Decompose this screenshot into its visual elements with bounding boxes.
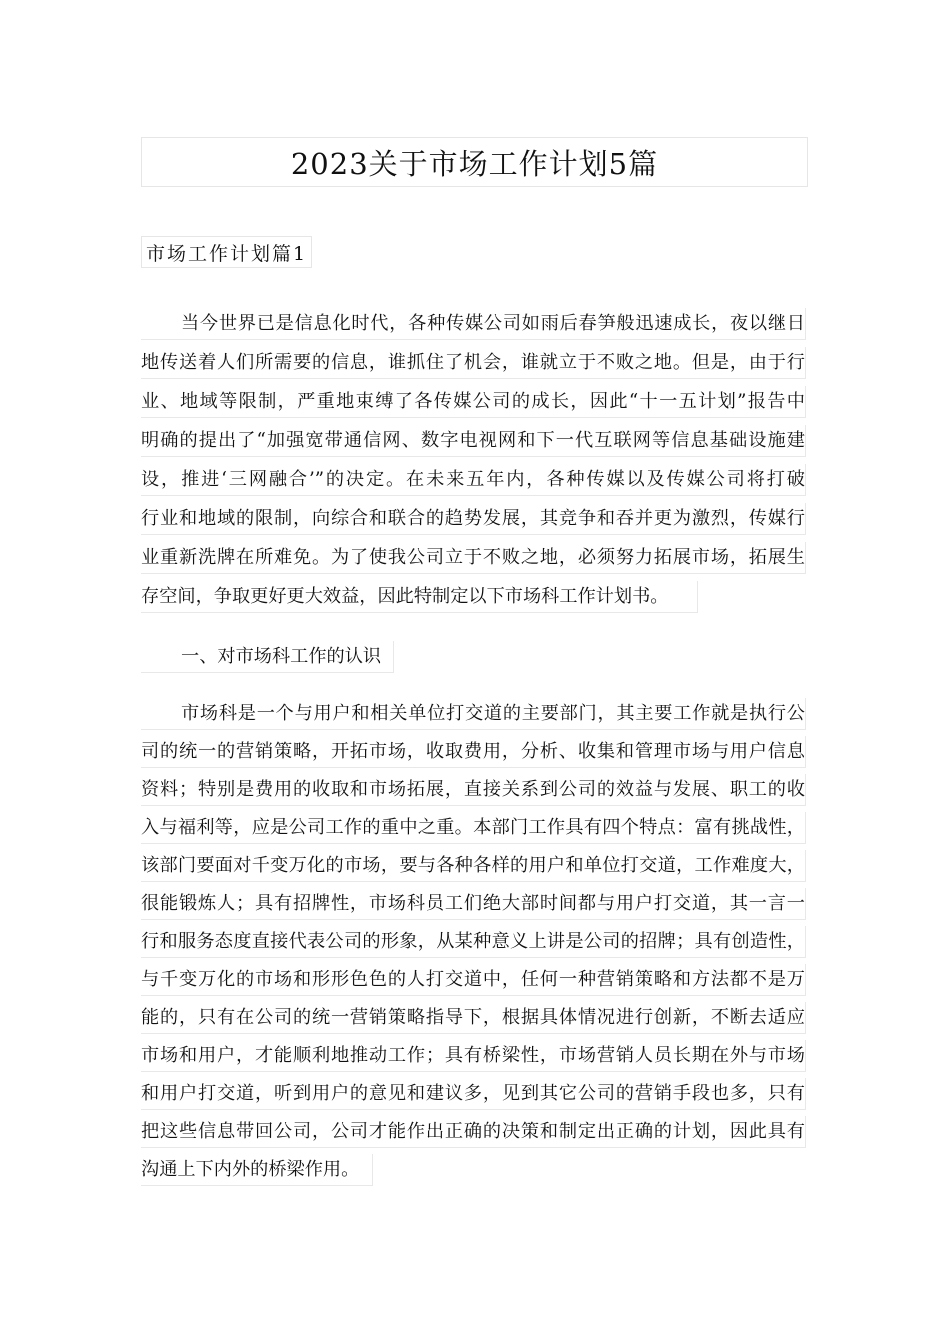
- paragraph-line: 市场科是一个与用户和相关单位打交道的主要部门，其主要工作就是执行公: [141, 698, 806, 730]
- paragraph-line: 入与福利等，应是公司工作的重中之重。本部门工作具有四个特点：富有挑战性，: [141, 812, 806, 844]
- paragraph-line: 和用户打交道，听到用户的意见和建议多，见到其它公司的营销手段也多，只有: [141, 1078, 806, 1110]
- paragraph-line: 当今世界已是信息化时代，各种传媒公司如雨后春笋般迅速成长，夜以继日: [141, 308, 806, 340]
- paragraph-line: 与千变万化的市场和形形色色的人打交道中，任何一种营销策略和方法都不是万: [141, 964, 806, 996]
- paragraph-line: 司的统一的营销策略，开拓市场，收取费用，分析、收集和管理市场与用户信息: [141, 736, 806, 768]
- paragraph-line: 把这些信息带回公司，公司才能作出正确的决策和制定出正确的计划，因此具有: [141, 1116, 806, 1148]
- paragraph-line: 资料；特别是费用的收取和市场拓展，直接关系到公司的效益与发展、职工的收: [141, 774, 806, 806]
- paragraph-line: 很能锻炼人；具有招牌性，市场科员工们绝大部时间都与用户打交道，其一言一: [141, 888, 806, 920]
- paragraph-line: 能的，只有在公司的统一营销策略指导下，根据具体情况进行创新，不断去适应: [141, 1002, 806, 1034]
- paragraph-line: 沟通上下内外的桥梁作用。: [141, 1154, 373, 1186]
- paragraph-line: 市场和用户，才能顺利地推动工作；具有桥梁性，市场营销人员长期在外与市场: [141, 1040, 806, 1072]
- document-title: 2023关于市场工作计划5篇: [141, 137, 808, 187]
- paragraph-line: 行和服务态度直接代表公司的形象，从某种意义上讲是公司的招牌；具有创造性，: [141, 926, 806, 958]
- paragraph-line: 设，推进‘三网融合’”的决定。在未来五年内，各种传媒以及传媒公司将打破: [141, 464, 806, 496]
- paragraph-line: 存空间，争取更好更大效益，因此特制定以下市场科工作计划书。: [141, 581, 698, 613]
- section-heading: 市场工作计划篇1: [141, 236, 312, 268]
- paragraph-line: 行业和地域的限制，向综合和联合的趋势发展，其竞争和吞并更为激烈，传媒行: [141, 503, 806, 535]
- paragraph-line: 业、地域等限制，严重地束缚了各传媒公司的成长，因此“十一五计划”报告中: [141, 386, 806, 418]
- paragraph-line: 该部门要面对千变万化的市场，要与各种各样的用户和单位打交道，工作难度大，: [141, 850, 806, 882]
- paragraph-line: 地传送着人们所需要的信息，谁抓住了机会，谁就立于不败之地。但是，由于行: [141, 347, 806, 379]
- subheading-text: 一、对市场科工作的认识: [141, 641, 394, 673]
- paragraph-line: 业重新洗牌在所难免。为了使我公司立于不败之地，必须努力拓展市场，拓展生: [141, 542, 806, 574]
- paragraph-line: 明确的提出了“加强宽带通信网、数字电视网和下一代互联网等信息基础设施建: [141, 425, 806, 457]
